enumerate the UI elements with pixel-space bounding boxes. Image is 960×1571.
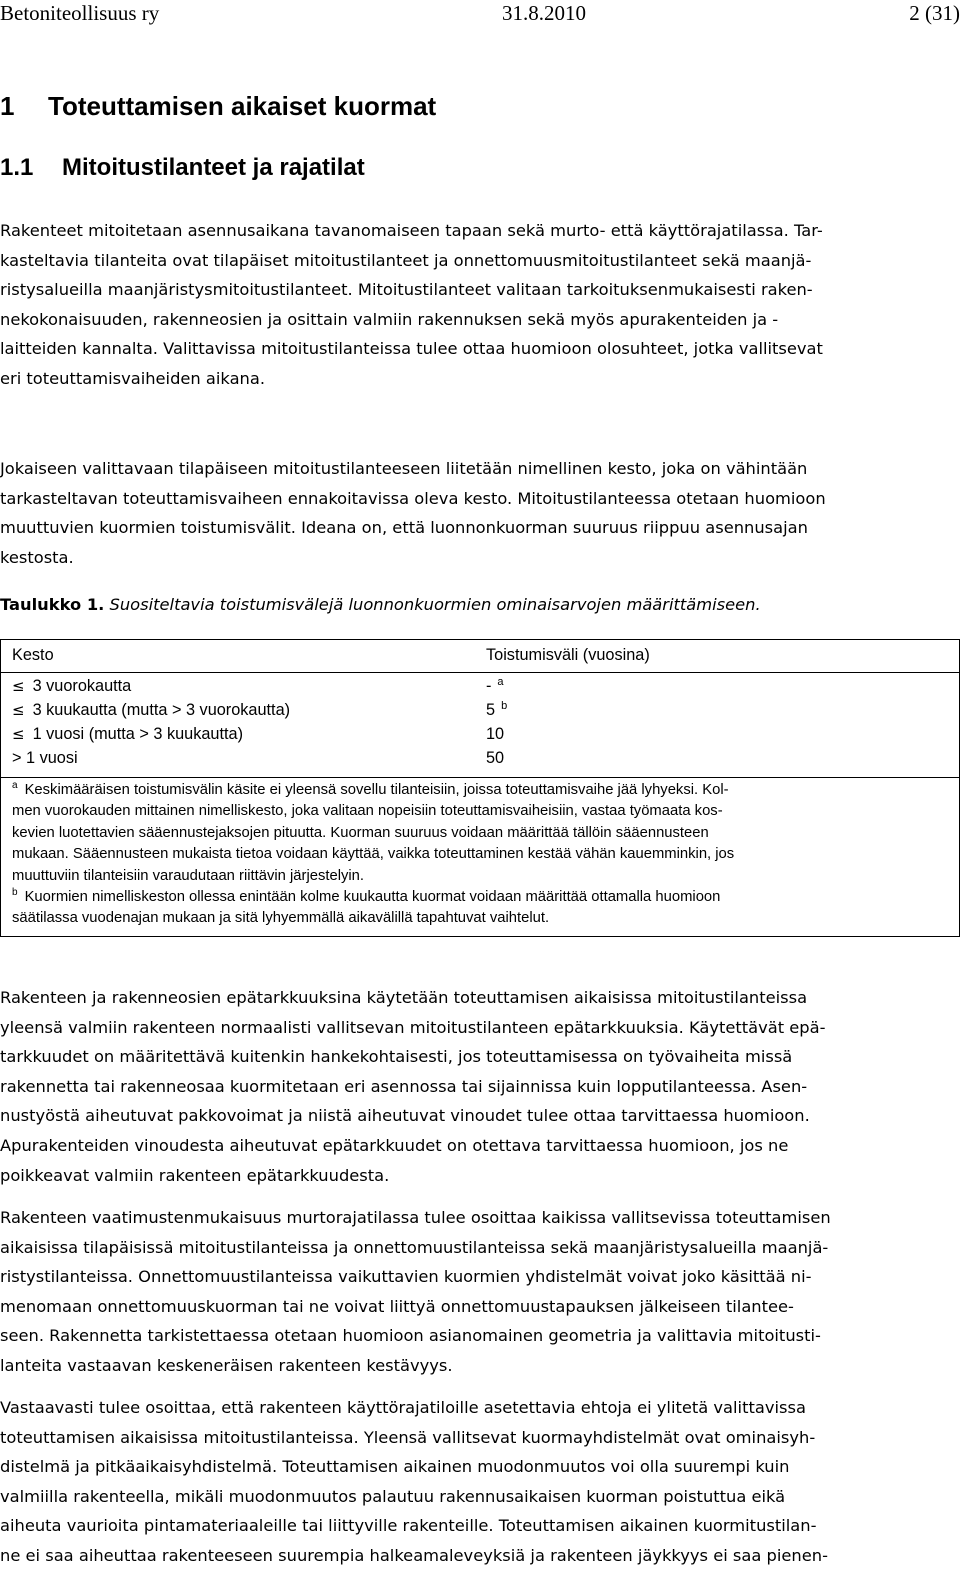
heading-2-number: 1.1 (0, 154, 34, 181)
text-line: kasteltavia tilanteita ovat tilapäiset mitoitustilanteet ja onnettomuusmitoitustilanteet sekä maanjä- (0, 250, 812, 270)
text-line: Vastaavasti tulee osoittaa, että rakenteen käyttörajatiloille asetettavia ehtoja ei ylitetä valittavissa (0, 1398, 806, 1417)
footnote-marker: b (501, 699, 508, 712)
text-line: distelmä ja pitkäaikaisyhdistelmä. Toteuttamisen aikainen muodonmuutos voi olla suurempi kuin (0, 1457, 790, 1477)
column-header-interval: Toistumisväli (vuosina) (486, 646, 650, 664)
page-number: 2 (31) (909, 1, 960, 25)
paragraph-4 (0, 1203, 960, 1381)
table-row (1, 675, 959, 699)
table-caption-label: Taulukko 1. (0, 595, 105, 614)
page-header (0, 1, 960, 31)
interval-cell: 10 (486, 725, 505, 743)
text-line: Rakenteen ja rakenneosien epätarkkuuksina käytetään toteuttamisen aikaisissa mitoitustilanteissa (0, 988, 808, 1007)
duration-cell: ≤ 1 vuosi (mutta > 3 kuukautta) (12, 725, 243, 743)
organization-name: Betoniteollisuus ry (0, 1, 160, 25)
text-line: tarkkuudet on määritettävä kuitenkin hankekohtaisesti, jos toteuttamisessa on työvaiheita missä (0, 1047, 793, 1067)
interval-cell: - $^a$ (486, 675, 504, 695)
paragraph-3 (0, 983, 960, 1190)
footnote-a-marker: a (12, 780, 18, 792)
text-line: menomaan onnettomuuskuorman tai ne voivat liittyä onnettomuustapauksen jälkeiseen tilantee- (0, 1296, 794, 1316)
footnote-a-line: mukaan. Sääennusteen mukaista tietoa voidaan käyttää, vaikka toteuttaminen kestää vähän kauemminkin, jos (12, 846, 735, 863)
text-line: muuttuvien kuormien toistumisvälit. Ideana on, että luonnonkuorman suuruus riippuu asennusajan (0, 518, 808, 538)
text-line: eri toteuttamisvaiheiden aikana. (0, 368, 266, 388)
table-caption (0, 590, 761, 619)
footnote-a-line: $^a$ Keskimääräisen toistumisvälin käsite ei yleensä sovellu tilanteisiin, joissa toteuttamisvaihe jää lyhyeksi. Kol- (12, 780, 729, 798)
text-line: yleensä valmiin rakenteen normaalisti vallitsevan mitoitustilanteen epätarkkuuksia. Käytettävät epä- (0, 1017, 826, 1037)
paragraph-2 (0, 454, 960, 572)
table-row (1, 699, 959, 723)
document-date: 31.8.2010 (502, 1, 586, 25)
footnote-b-line: $^b$ Kuormien nimelliskeston ollessa enintään kolme kuukautta kuormat voidaan määrittää ottamalla huomioon (12, 887, 721, 905)
text-line: nustyöstä aiheutuvat pakkovoimat ja niistä aiheutuvat vinoudet tulee ottaa tarvittaessa huomioon. (0, 1106, 810, 1126)
table-footnotes (12, 780, 952, 930)
less-or-equal-symbol: ≤ (12, 725, 25, 743)
text-line: nekokonaisuuden, rakenneosien ja osittain valmiin rakennuksen sekä myös apurakenteiden ja - (0, 309, 779, 329)
text-line: valmiilla rakenteella, mikäli muodonmuutos palautuu rakennusaikaisen kuorman poistuttua eikä (0, 1486, 786, 1506)
table-row (1, 747, 959, 771)
text-line: toteuttamisen aikaisissa mitoitustilanteissa. Yleensä vallitsevat kuormayhdistelmät ovat ominaisyh- (0, 1427, 816, 1447)
text-line: Jokaiseen valittavaan tilapäiseen mitoitustilanteeseen liitetään nimellinen kesto, joka on vähintään (0, 459, 808, 478)
text-line: tarkasteltavan toteuttamisvaiheen ennakoitavissa oleva kesto. Mitoitustilanteessa otetaan huomioon (0, 488, 826, 508)
heading-level-1 (0, 91, 436, 122)
duration-cell: > 1 vuosi (12, 749, 78, 767)
table-body (1, 673, 959, 778)
paragraph-5 (0, 1393, 960, 1571)
text-line: ne ei saa aiheuttaa rakenteeseen suurempia halkeamaleveyksiä ja rakenteen jäykkyys ei saa pienen- (0, 1545, 828, 1565)
footnote-b-line: säätilassa vuodenajan mukaan ja sitä lyhyemmällä aikavälillä tapahtuvat vaihtelut. (12, 910, 550, 927)
column-header-duration: Kesto (12, 646, 54, 664)
interval-cell: 5 $^b$ (486, 699, 508, 719)
footnote-a-line: muuttuviin tilanteisiin varaudutaan riittävin järjestelyin. (12, 867, 365, 884)
table-row (1, 723, 959, 747)
text-line: seen. Rakennetta tarkistettaessa otetaan huomioon asianomainen geometria ja valittavia mitoitusti- (0, 1326, 821, 1346)
duration-cell: ≤ 3 kuukautta (mutta > 3 vuorokautta) (12, 701, 291, 719)
heading-level-2 (0, 154, 365, 182)
less-or-equal-symbol: ≤ (12, 677, 25, 695)
heading-2-title: Mitoitustilanteet ja rajatilat (62, 154, 365, 181)
table-caption-title: Suositeltavia toistumisvälejä luonnonkuormien ominaisarvojen määrittämiseen. (109, 595, 761, 614)
table-header-row (1, 640, 959, 673)
footnote-b-marker: b (12, 887, 18, 899)
footnote-a-line: men vuorokauden mittainen nimelliskesto, joka valitaan nopeisiin toteuttamisvaiheisiin, vastaa työmaata kos- (12, 803, 723, 820)
recurrence-table (0, 639, 960, 937)
duration-cell: ≤ 3 vuorokautta (12, 677, 132, 695)
text-line: Apurakenteiden vinoudesta aiheutuvat epätarkkuudet on otettava tarvittaessa huomioon, jos ne (0, 1135, 789, 1155)
heading-1-title: Toteuttamisen aikaiset kuormat (48, 91, 437, 121)
footnote-a-line: kevien luotettavien sääennustejaksojen pituutta. Kuorman suuruus voidaan määrittää tällöin sääennusteen (12, 824, 709, 841)
text-line: rakennetta tai rakenneosaa kuormitetaan eri asennossa tai sijainnissa kuin lopputilanteessa. Asen- (0, 1076, 808, 1096)
text-line: poikkeavat valmiin rakenteen epätarkkuudesta. (0, 1165, 390, 1185)
text-line: aiheuta vaurioita pintamateriaaleille tai liittyville rakenteille. Toteuttamisen aikainen kuormitustilan- (0, 1516, 817, 1536)
text-line: lanteita vastaavan keskeneräisen rakenteen kestävyys. (0, 1355, 453, 1375)
text-line: laitteiden kannalta. Valittavissa mitoitustilanteissa tulee ottaa huomioon olosuhteet, jotka vallitsevat (0, 339, 823, 359)
text-line: Rakenteet mitoitetaan asennusaikana tavanomaiseen tapaan sekä murto- että käyttörajatilassa. Tar- (0, 221, 823, 240)
less-or-equal-symbol: ≤ (12, 701, 25, 719)
text-line: kestosta. (0, 547, 74, 567)
text-line: Rakenteen vaatimustenmukaisuus murtorajatilassa tulee osoittaa kaikissa vallitsevissa toteuttamisen (0, 1208, 831, 1227)
heading-1-number: 1 (0, 91, 15, 121)
footnote-marker: a (497, 675, 504, 688)
interval-cell: 50 (486, 749, 505, 767)
text-line: ristystilanteissa. Onnettomuustilanteissa vaikuttavien kuormien yhdistelmät voivat joko käsittää ni- (0, 1267, 812, 1287)
text-line: aikaisissa tilapäisissä mitoitustilanteissa ja onnettomuustilanteissa sekä maanjäristysalueilla maanjä- (0, 1237, 829, 1257)
paragraph-1 (0, 216, 960, 394)
text-line: ristysalueilla maanjäristysmitoitustilanteet. Mitoitustilanteet valitaan tarkoituksenmukaisesti raken- (0, 280, 813, 300)
